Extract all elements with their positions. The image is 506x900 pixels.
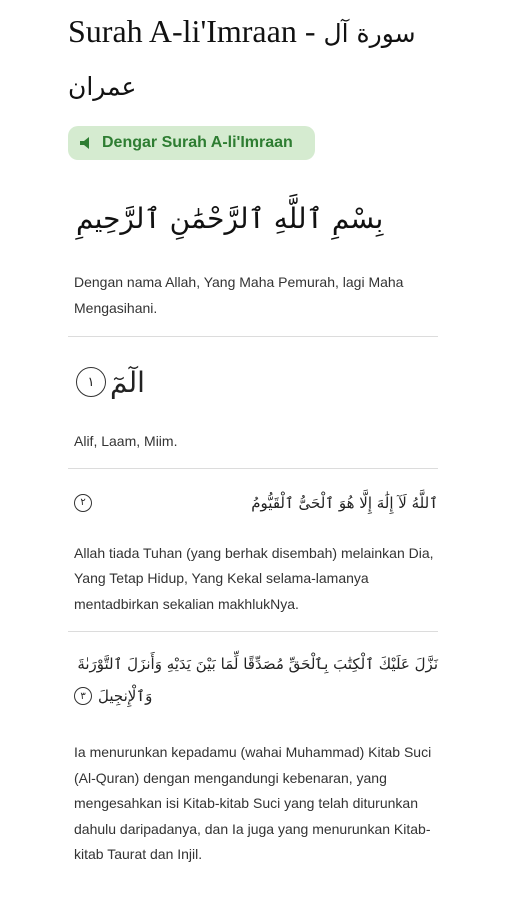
- verse-1-arabic: الٓمٓ: [110, 365, 145, 399]
- verse-3-arabic-line2-row: [74, 680, 438, 712]
- verse-2-translation: Allah tiada Tuhan (yang berhak disembah) melainkan Dia, Yang Tetap Hidup, Yang Kekal selama-lamanya mentadbirkan sekalian makhlukNya.: [74, 544, 434, 612]
- listen-surah-label: Dengar Surah A-li'Imraan: [102, 134, 293, 151]
- speaker-icon: [80, 137, 92, 149]
- verse-1: [68, 337, 438, 469]
- basmala-translation: Dengan nama Allah, Yang Maha Pemurah, lagi Maha Mengasihani.: [74, 274, 404, 316]
- listen-surah-button[interactable]: [68, 126, 315, 160]
- verse-number-badge: ٢: [74, 494, 92, 512]
- basmala-arabic: بِسْمِ ٱللَّهِ ٱلرَّحْمَٰنِ ٱلرَّحِيمِ: [76, 202, 384, 235]
- verse-3-arabic-row: [68, 632, 438, 712]
- verse-3-translation: Ia menurunkan kepadamu (wahai Muhammad) Kitab Suci (Al-Quran) dengan mengandungi kebenaran, yang mengesahkan isi Kitab-kitab Suci yang telah diturunkan dahulu daripadanya, dan Ia juga yang menurunkan Kitab-kitab Taurat dan Injil.: [74, 744, 432, 862]
- verse-3: [68, 632, 438, 868]
- verse-2-arabic-row: [68, 469, 438, 519]
- verse-1-arabic-row: [68, 337, 438, 405]
- basmala-block: [68, 202, 438, 337]
- verse-1-translation: Alif, Laam, Miim.: [74, 433, 178, 449]
- title-arabic: سورة آل عمران: [68, 19, 416, 101]
- verse-3-arabic: نَزَّلَ عَلَيْكَ ٱلْكِتَٰبَ بِٱلْحَقِّ مُصَدِّقًا لِّمَا بَيْنَ يَدَيْهِ وَأَنزَلَ ٱلتَّوْرَىٰةَ: [77, 655, 438, 673]
- verse-number-badge: ٣: [74, 687, 92, 705]
- title-latin: Surah A-li'Imraan -: [68, 13, 324, 49]
- verse-2-arabic: ٱللَّهُ لَآ إِلَٰهَ إِلَّا هُوَ ٱلْحَىُّ ٱلْقَيُّومُ: [251, 493, 438, 512]
- verse-number-badge: ١: [76, 367, 106, 397]
- verse-3-arabic-line2: وَٱلْإِنجِيلَ: [98, 687, 153, 705]
- verse-2: [68, 469, 438, 633]
- page-title: [68, 6, 438, 112]
